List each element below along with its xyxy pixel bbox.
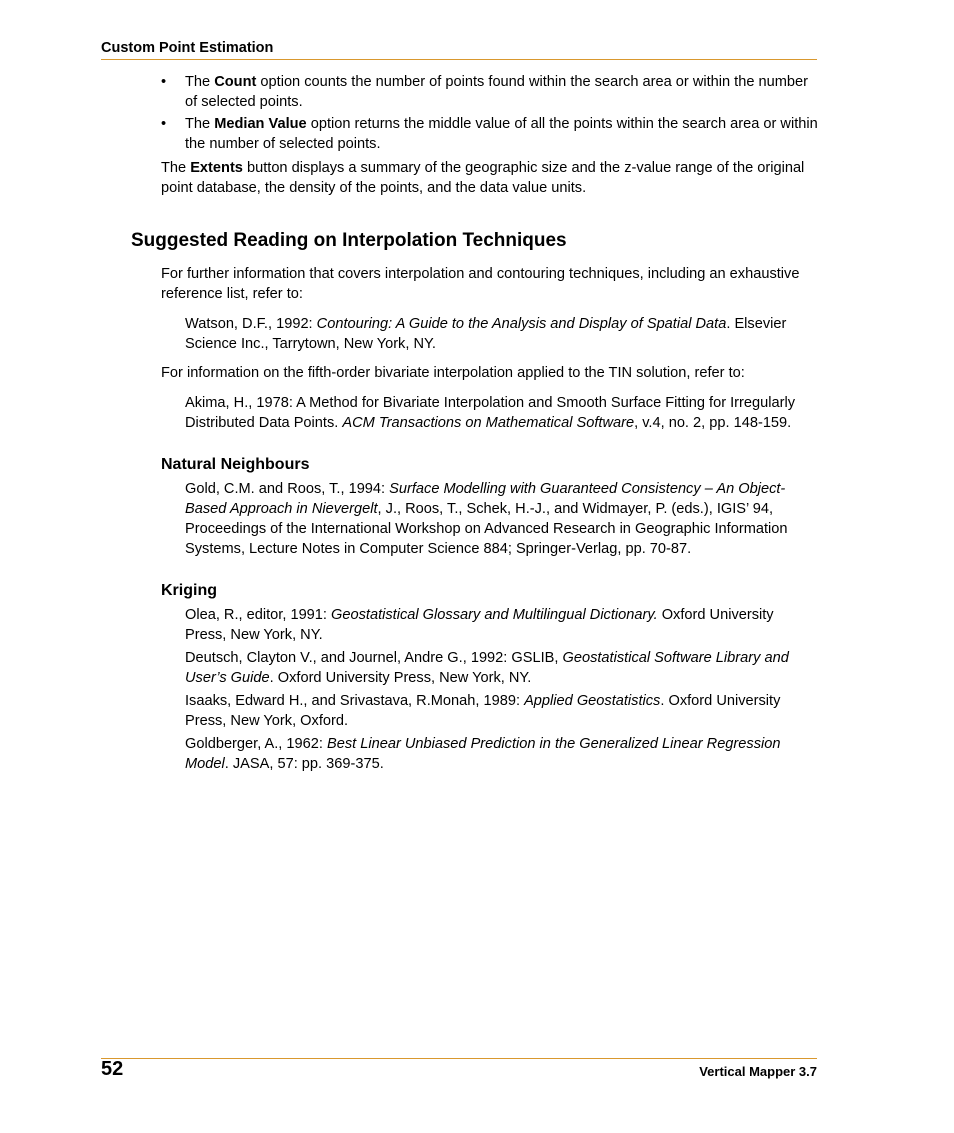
option-bullet-list bbox=[161, 72, 821, 156]
reference-goldberger: Goldberger, A., 1962: Best Linear Unbiased Prediction in the Generalized Linear Regression Model. JASA, 57: pp. 369-375. bbox=[185, 736, 781, 772]
bullet-icon: • bbox=[161, 74, 167, 90]
reference-isaaks: Isaaks, Edward H., and Srivastava, R.Monah, 1989: Applied Geostatistics. Oxford University Press, New York, Oxford. bbox=[185, 693, 781, 729]
bullet-median-value: • The Median Value option returns the middle value of all the points within the search area or within the number of selected points. bbox=[161, 116, 818, 152]
bullet-count: • The Count option counts the number of points found within the search area or within the number of selected points. bbox=[161, 74, 809, 110]
reference-gold: Gold, C.M. and Roos, T., 1994: Surface Modelling with Guaranteed Consistency – An Object-Based Approach in Nievergelt, J., Roos, T., Schek, H.-J., and Widmayer, P. (eds.), IGIS’ 94, Proceedings of the International Workshop on Advanced Research in Geographic Information Systems, Lecture Notes in Computer Science 884; Springer-Verlag, pp. 70-87. bbox=[185, 481, 788, 557]
term-count: Count bbox=[214, 74, 257, 90]
intro-paragraph-2: For information on the fifth-order bivariate interpolation applied to the TIN solution, refer to: bbox=[161, 365, 745, 381]
reference-deutsch: Deutsch, Clayton V., and Journel, Andre G., 1992: GSLIB, Geostatistical Software Library and User’s Guide. Oxford University Press, New York, NY. bbox=[185, 650, 789, 686]
reference-olea: Olea, R., editor, 1991: Geostatistical Glossary and Multilingual Dictionary. Oxford University Press, New York, NY. bbox=[185, 607, 774, 643]
section-heading: Suggested Reading on Interpolation Techniques bbox=[131, 230, 567, 251]
page-number: 52 bbox=[101, 1058, 124, 1080]
running-footer-title: Vertical Mapper 3.7 bbox=[699, 1064, 817, 1079]
header-rule bbox=[101, 59, 817, 60]
term-extents: Extents bbox=[190, 160, 243, 176]
subheading-natural-neighbours: Natural Neighbours bbox=[161, 456, 310, 473]
intro-paragraph-1: For further information that covers interpolation and contouring techniques, including an exhaustive reference list, refer to: bbox=[161, 266, 800, 302]
footer-rule bbox=[101, 1058, 817, 1059]
reference-akima: Akima, H., 1978: A Method for Bivariate Interpolation and Smooth Surface Fitting for Irregularly Distributed Data Points. ACM Transactions on Mathematical Software, v.4, no. 2, pp. 148-159. bbox=[185, 395, 796, 431]
bullet-icon: • bbox=[161, 116, 167, 132]
subheading-kriging: Kriging bbox=[161, 582, 217, 599]
term-median-value: Median Value bbox=[214, 116, 307, 132]
extents-paragraph: The Extents button displays a summary of the geographic size and the z-value range of the original point database, the density of the points, and the data value units. bbox=[161, 160, 805, 196]
running-header-title: Custom Point Estimation bbox=[101, 40, 274, 56]
reference-watson: Watson, D.F., 1992: Contouring: A Guide to the Analysis and Display of Spatial Data. Elsevier Science Inc., Tarrytown, New York, NY. bbox=[185, 316, 787, 352]
